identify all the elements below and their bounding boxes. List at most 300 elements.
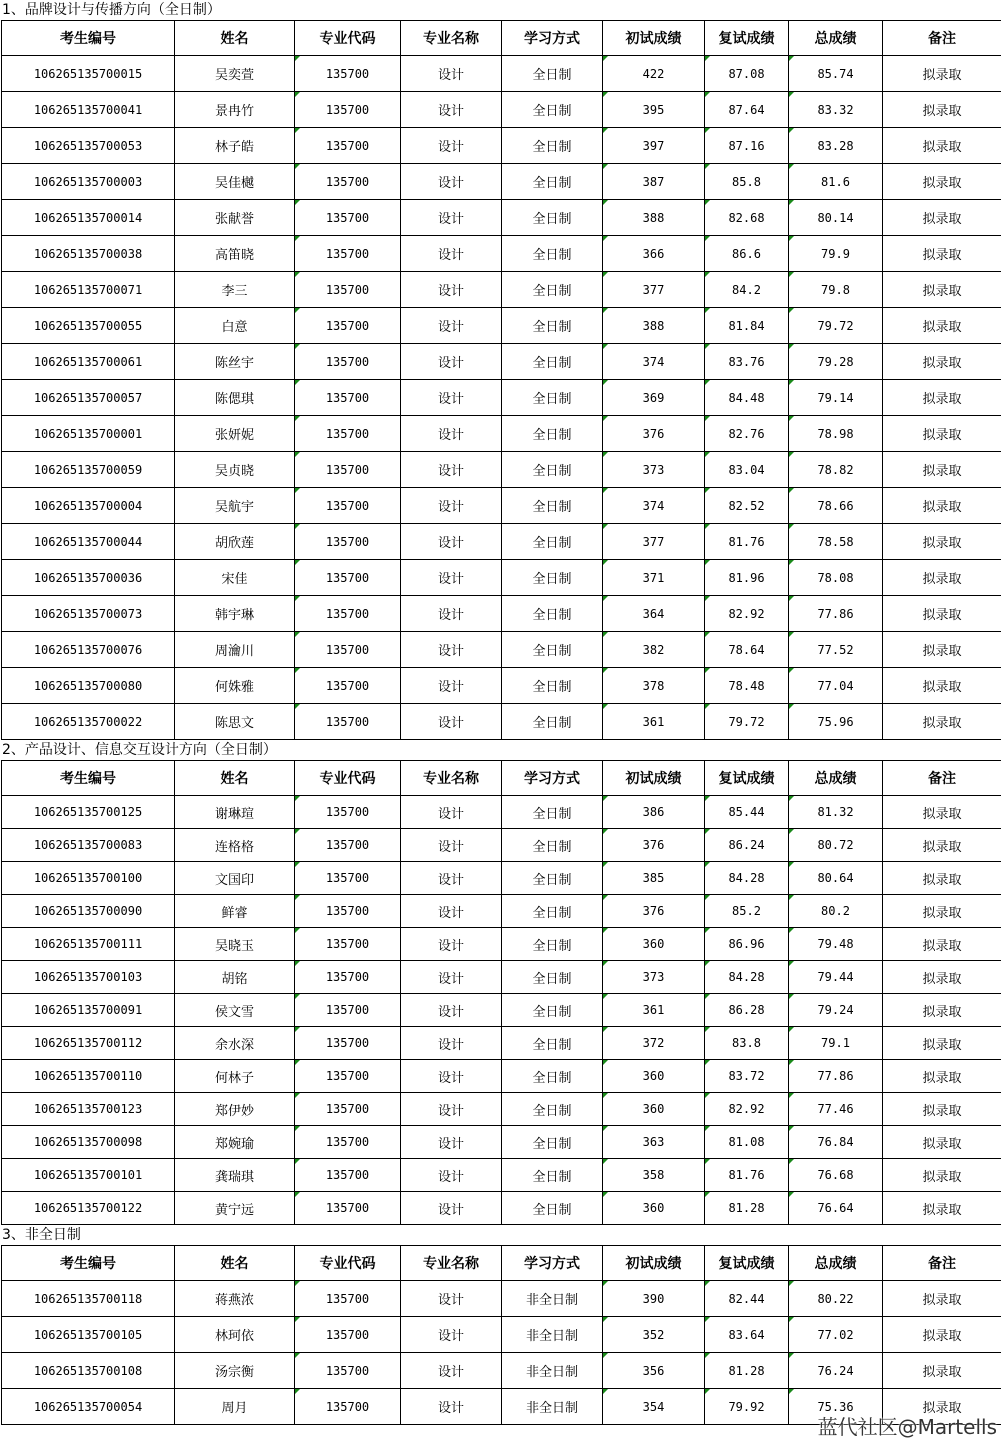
cell-retest-score: 79.72	[705, 704, 789, 740]
cell-major-name: 设计	[401, 961, 502, 994]
table-row	[2, 829, 1001, 862]
cell-study-mode: 全日制	[502, 344, 603, 380]
cell-remark: 拟录取	[883, 1192, 1001, 1225]
cell-total-score: 78.08	[789, 560, 883, 596]
cell-prelim-score: 354	[603, 1389, 705, 1425]
cell-remark: 拟录取	[883, 236, 1001, 272]
cell-total-score: 79.9	[789, 236, 883, 272]
column-header-prelim-score: 初试成绩	[603, 761, 705, 796]
cell-major-code: 135700	[295, 1093, 401, 1126]
cell-name: 何姝雅	[175, 668, 295, 704]
results-table	[1, 1245, 1001, 1425]
cell-exam-id: 106265135700053	[2, 128, 175, 164]
cell-major-name: 设计	[401, 524, 502, 560]
cell-exam-id: 106265135700076	[2, 632, 175, 668]
cell-total-score: 77.04	[789, 668, 883, 704]
cell-name: 陈偲琪	[175, 380, 295, 416]
cell-name: 韩宇琳	[175, 596, 295, 632]
cell-retest-score: 81.76	[705, 1159, 789, 1192]
cell-major-name: 设计	[401, 128, 502, 164]
cell-prelim-score: 422	[603, 56, 705, 92]
table-row	[2, 704, 1001, 740]
cell-retest-score: 81.28	[705, 1192, 789, 1225]
cell-major-code: 135700	[295, 56, 401, 92]
cell-total-score: 78.98	[789, 416, 883, 452]
cell-study-mode: 全日制	[502, 1060, 603, 1093]
cell-name: 白意	[175, 308, 295, 344]
cell-exam-id: 106265135700054	[2, 1389, 175, 1425]
cell-total-score: 83.28	[789, 128, 883, 164]
cell-prelim-score: 382	[603, 632, 705, 668]
cell-major-name: 设计	[401, 308, 502, 344]
section-title: 3、非全日制	[2, 1227, 81, 1243]
table-row	[2, 560, 1001, 596]
cell-name: 连格格	[175, 829, 295, 862]
cell-name: 谢琳瑄	[175, 796, 295, 829]
cell-retest-score: 86.6	[705, 236, 789, 272]
cell-total-score: 85.74	[789, 56, 883, 92]
cell-prelim-score: 369	[603, 380, 705, 416]
cell-exam-id: 106265135700108	[2, 1353, 175, 1389]
column-header-retest-score: 复试成绩	[705, 1246, 789, 1281]
cell-remark: 拟录取	[883, 1389, 1001, 1425]
cell-total-score: 83.32	[789, 92, 883, 128]
cell-prelim-score: 364	[603, 596, 705, 632]
cell-study-mode: 全日制	[502, 596, 603, 632]
cell-exam-id: 106265135700055	[2, 308, 175, 344]
cell-exam-id: 106265135700001	[2, 416, 175, 452]
cell-remark: 拟录取	[883, 200, 1001, 236]
cell-major-name: 设计	[401, 344, 502, 380]
cell-total-score: 80.64	[789, 862, 883, 895]
cell-name: 郑伊妙	[175, 1093, 295, 1126]
cell-remark: 拟录取	[883, 560, 1001, 596]
cell-study-mode: 全日制	[502, 200, 603, 236]
cell-major-code: 135700	[295, 596, 401, 632]
cell-remark: 拟录取	[883, 524, 1001, 560]
table-row	[2, 928, 1001, 961]
cell-retest-score: 86.24	[705, 829, 789, 862]
column-header-total-score: 总成绩	[789, 21, 883, 56]
cell-study-mode: 全日制	[502, 488, 603, 524]
cell-exam-id: 106265135700044	[2, 524, 175, 560]
table-row	[2, 1317, 1001, 1353]
cell-total-score: 75.36	[789, 1389, 883, 1425]
cell-exam-id: 106265135700061	[2, 344, 175, 380]
cell-total-score: 77.86	[789, 596, 883, 632]
cell-remark: 拟录取	[883, 796, 1001, 829]
cell-total-score: 78.66	[789, 488, 883, 524]
cell-prelim-score: 378	[603, 668, 705, 704]
cell-remark: 拟录取	[883, 92, 1001, 128]
cell-exam-id: 106265135700111	[2, 928, 175, 961]
column-header-retest-score: 复试成绩	[705, 21, 789, 56]
cell-total-score: 80.72	[789, 829, 883, 862]
column-header-name: 姓名	[175, 761, 295, 796]
column-header-major-name: 专业名称	[401, 21, 502, 56]
cell-name: 郑婉瑜	[175, 1126, 295, 1159]
cell-total-score: 76.24	[789, 1353, 883, 1389]
table-row	[2, 380, 1001, 416]
cell-major-code: 135700	[295, 164, 401, 200]
column-header-study-mode: 学习方式	[502, 761, 603, 796]
cell-prelim-score: 397	[603, 128, 705, 164]
cell-major-code: 135700	[295, 488, 401, 524]
cell-name: 汤宗衡	[175, 1353, 295, 1389]
column-header-name: 姓名	[175, 1246, 295, 1281]
cell-prelim-score: 374	[603, 344, 705, 380]
cell-study-mode: 全日制	[502, 1027, 603, 1060]
cell-major-name: 设计	[401, 1027, 502, 1060]
cell-prelim-score: 361	[603, 704, 705, 740]
cell-prelim-score: 385	[603, 862, 705, 895]
cell-name: 吴晓玉	[175, 928, 295, 961]
cell-retest-score: 83.64	[705, 1317, 789, 1353]
cell-major-name: 设计	[401, 829, 502, 862]
cell-study-mode: 全日制	[502, 928, 603, 961]
cell-prelim-score: 377	[603, 524, 705, 560]
cell-study-mode: 全日制	[502, 632, 603, 668]
table-row	[2, 200, 1001, 236]
cell-major-code: 135700	[295, 961, 401, 994]
cell-remark: 拟录取	[883, 895, 1001, 928]
cell-name: 张献誉	[175, 200, 295, 236]
table-row	[2, 1192, 1001, 1225]
cell-prelim-score: 373	[603, 452, 705, 488]
cell-major-code: 135700	[295, 524, 401, 560]
cell-major-code: 135700	[295, 1027, 401, 1060]
cell-study-mode: 全日制	[502, 524, 603, 560]
cell-major-name: 设计	[401, 1317, 502, 1353]
cell-major-name: 设计	[401, 56, 502, 92]
cell-major-code: 135700	[295, 796, 401, 829]
cell-major-name: 设计	[401, 92, 502, 128]
cell-remark: 拟录取	[883, 632, 1001, 668]
cell-retest-score: 87.64	[705, 92, 789, 128]
table-row	[2, 632, 1001, 668]
cell-total-score: 78.58	[789, 524, 883, 560]
cell-study-mode: 全日制	[502, 236, 603, 272]
cell-remark: 拟录取	[883, 56, 1001, 92]
cell-major-code: 135700	[295, 632, 401, 668]
cell-retest-score: 84.2	[705, 272, 789, 308]
cell-exam-id: 106265135700123	[2, 1093, 175, 1126]
cell-remark: 拟录取	[883, 961, 1001, 994]
results-table	[1, 760, 1001, 1225]
cell-study-mode: 非全日制	[502, 1353, 603, 1389]
cell-study-mode: 全日制	[502, 56, 603, 92]
cell-exam-id: 106265135700110	[2, 1060, 175, 1093]
cell-total-score: 78.82	[789, 452, 883, 488]
cell-study-mode: 全日制	[502, 668, 603, 704]
cell-study-mode: 全日制	[502, 416, 603, 452]
cell-exam-id: 106265135700003	[2, 164, 175, 200]
cell-major-code: 135700	[295, 344, 401, 380]
table-row	[2, 1027, 1001, 1060]
cell-major-name: 设计	[401, 994, 502, 1027]
cell-study-mode: 全日制	[502, 272, 603, 308]
cell-name: 侯文雪	[175, 994, 295, 1027]
table-row	[2, 416, 1001, 452]
cell-total-score: 81.6	[789, 164, 883, 200]
column-header-retest-score: 复试成绩	[705, 761, 789, 796]
cell-exam-id: 106265135700057	[2, 380, 175, 416]
cell-prelim-score: 360	[603, 928, 705, 961]
cell-prelim-score: 356	[603, 1353, 705, 1389]
cell-total-score: 79.28	[789, 344, 883, 380]
table-row	[2, 862, 1001, 895]
cell-name: 陈丝宇	[175, 344, 295, 380]
column-header-remark: 备注	[883, 761, 1001, 796]
cell-major-code: 135700	[295, 1060, 401, 1093]
cell-name: 吴佳樾	[175, 164, 295, 200]
column-header-name: 姓名	[175, 21, 295, 56]
cell-total-score: 76.84	[789, 1126, 883, 1159]
results-table	[1, 20, 1001, 740]
cell-remark: 拟录取	[883, 668, 1001, 704]
cell-major-name: 设计	[401, 380, 502, 416]
cell-major-code: 135700	[295, 1389, 401, 1425]
cell-major-name: 设计	[401, 1353, 502, 1389]
cell-total-score: 77.86	[789, 1060, 883, 1093]
table-row	[2, 961, 1001, 994]
cell-name: 吴贞晓	[175, 452, 295, 488]
watermark: 蓝代社区@Martells	[817, 1415, 997, 1439]
table-row	[2, 344, 1001, 380]
cell-study-mode: 全日制	[502, 1093, 603, 1126]
cell-total-score: 77.02	[789, 1317, 883, 1353]
cell-remark: 拟录取	[883, 380, 1001, 416]
cell-retest-score: 85.8	[705, 164, 789, 200]
cell-retest-score: 83.76	[705, 344, 789, 380]
cell-retest-score: 81.84	[705, 308, 789, 344]
cell-exam-id: 106265135700022	[2, 704, 175, 740]
cell-retest-score: 82.68	[705, 200, 789, 236]
cell-remark: 拟录取	[883, 1159, 1001, 1192]
column-header-prelim-score: 初试成绩	[603, 21, 705, 56]
cell-exam-id: 106265135700059	[2, 452, 175, 488]
cell-exam-id: 106265135700073	[2, 596, 175, 632]
cell-total-score: 80.14	[789, 200, 883, 236]
cell-study-mode: 全日制	[502, 128, 603, 164]
table-row	[2, 236, 1001, 272]
cell-major-name: 设计	[401, 668, 502, 704]
cell-major-code: 135700	[295, 829, 401, 862]
cell-name: 胡铭	[175, 961, 295, 994]
cell-total-score: 79.44	[789, 961, 883, 994]
cell-remark: 拟录取	[883, 344, 1001, 380]
cell-major-code: 135700	[295, 200, 401, 236]
cell-major-name: 设计	[401, 1192, 502, 1225]
cell-exam-id: 106265135700080	[2, 668, 175, 704]
cell-major-code: 135700	[295, 452, 401, 488]
cell-total-score: 77.46	[789, 1093, 883, 1126]
cell-name: 景冉竹	[175, 92, 295, 128]
table-row	[2, 668, 1001, 704]
table-row	[2, 488, 1001, 524]
cell-major-code: 135700	[295, 272, 401, 308]
cell-prelim-score: 376	[603, 416, 705, 452]
cell-name: 林珂依	[175, 1317, 295, 1353]
cell-prelim-score: 361	[603, 994, 705, 1027]
cell-total-score: 79.72	[789, 308, 883, 344]
cell-total-score: 79.8	[789, 272, 883, 308]
cell-major-name: 设计	[401, 1060, 502, 1093]
column-header-major-code: 专业代码	[295, 761, 401, 796]
cell-retest-score: 85.2	[705, 895, 789, 928]
table-row	[2, 92, 1001, 128]
cell-prelim-score: 352	[603, 1317, 705, 1353]
cell-name: 高笛晓	[175, 236, 295, 272]
cell-remark: 拟录取	[883, 862, 1001, 895]
table-row	[2, 895, 1001, 928]
cell-remark: 拟录取	[883, 308, 1001, 344]
cell-prelim-score: 373	[603, 961, 705, 994]
cell-name: 文国印	[175, 862, 295, 895]
cell-study-mode: 非全日制	[502, 1389, 603, 1425]
cell-retest-score: 86.28	[705, 994, 789, 1027]
cell-prelim-score: 395	[603, 92, 705, 128]
cell-exam-id: 106265135700125	[2, 796, 175, 829]
cell-remark: 拟录取	[883, 1317, 1001, 1353]
cell-major-code: 135700	[295, 1159, 401, 1192]
section-title: 1、品牌设计与传播方向（全日制）	[2, 2, 221, 18]
cell-exam-id: 106265135700103	[2, 961, 175, 994]
cell-total-score: 76.64	[789, 1192, 883, 1225]
cell-exam-id: 106265135700098	[2, 1126, 175, 1159]
cell-major-code: 135700	[295, 236, 401, 272]
table-row	[2, 796, 1001, 829]
column-header-total-score: 总成绩	[789, 761, 883, 796]
cell-name: 吴航宇	[175, 488, 295, 524]
cell-retest-score: 82.92	[705, 1093, 789, 1126]
cell-major-code: 135700	[295, 668, 401, 704]
cell-prelim-score: 376	[603, 895, 705, 928]
cell-remark: 拟录取	[883, 1281, 1001, 1317]
cell-prelim-score: 358	[603, 1159, 705, 1192]
cell-prelim-score: 360	[603, 1060, 705, 1093]
cell-study-mode: 全日制	[502, 961, 603, 994]
cell-total-score: 77.52	[789, 632, 883, 668]
cell-study-mode: 全日制	[502, 380, 603, 416]
cell-major-name: 设计	[401, 1389, 502, 1425]
cell-total-score: 80.22	[789, 1281, 883, 1317]
cell-major-code: 135700	[295, 92, 401, 128]
column-header-study-mode: 学习方式	[502, 21, 603, 56]
cell-major-name: 设计	[401, 164, 502, 200]
cell-name: 周月	[175, 1389, 295, 1425]
cell-study-mode: 全日制	[502, 560, 603, 596]
cell-study-mode: 全日制	[502, 164, 603, 200]
cell-exam-id: 106265135700100	[2, 862, 175, 895]
cell-retest-score: 82.76	[705, 416, 789, 452]
cell-major-code: 135700	[295, 704, 401, 740]
cell-major-name: 设计	[401, 862, 502, 895]
cell-retest-score: 83.8	[705, 1027, 789, 1060]
cell-prelim-score: 388	[603, 200, 705, 236]
section-title: 2、产品设计、信息交互设计方向（全日制）	[2, 742, 277, 758]
cell-name: 鲜睿	[175, 895, 295, 928]
cell-prelim-score: 371	[603, 560, 705, 596]
cell-major-name: 设计	[401, 272, 502, 308]
column-header-exam-id: 考生编号	[2, 761, 175, 796]
cell-study-mode: 全日制	[502, 1126, 603, 1159]
cell-exam-id: 106265135700090	[2, 895, 175, 928]
column-header-prelim-score: 初试成绩	[603, 1246, 705, 1281]
cell-prelim-score: 363	[603, 1126, 705, 1159]
cell-total-score: 79.24	[789, 994, 883, 1027]
column-header-major-name: 专业名称	[401, 761, 502, 796]
cell-retest-score: 87.16	[705, 128, 789, 164]
cell-retest-score: 81.76	[705, 524, 789, 560]
cell-major-code: 135700	[295, 928, 401, 961]
cell-exam-id: 106265135700041	[2, 92, 175, 128]
cell-major-name: 设计	[401, 704, 502, 740]
cell-name: 李三	[175, 272, 295, 308]
table-row	[2, 272, 1001, 308]
cell-remark: 拟录取	[883, 128, 1001, 164]
cell-major-code: 135700	[295, 895, 401, 928]
cell-retest-score: 85.44	[705, 796, 789, 829]
cell-prelim-score: 374	[603, 488, 705, 524]
cell-retest-score: 84.28	[705, 862, 789, 895]
table-row	[2, 1093, 1001, 1126]
table-row	[2, 308, 1001, 344]
table-row	[2, 994, 1001, 1027]
cell-remark: 拟录取	[883, 164, 1001, 200]
cell-exam-id: 106265135700105	[2, 1317, 175, 1353]
cell-exam-id: 106265135700004	[2, 488, 175, 524]
cell-remark: 拟录取	[883, 1093, 1001, 1126]
cell-prelim-score: 387	[603, 164, 705, 200]
cell-name: 吴奕萱	[175, 56, 295, 92]
cell-retest-score: 82.92	[705, 596, 789, 632]
cell-study-mode: 全日制	[502, 895, 603, 928]
cell-major-name: 设计	[401, 488, 502, 524]
table-row	[2, 1281, 1001, 1317]
cell-major-name: 设计	[401, 236, 502, 272]
cell-retest-score: 84.48	[705, 380, 789, 416]
cell-name: 宋佳	[175, 560, 295, 596]
cell-exam-id: 106265135700112	[2, 1027, 175, 1060]
cell-major-name: 设计	[401, 200, 502, 236]
cell-retest-score: 78.64	[705, 632, 789, 668]
cell-major-code: 135700	[295, 128, 401, 164]
cell-major-code: 135700	[295, 1126, 401, 1159]
cell-remark: 拟录取	[883, 704, 1001, 740]
column-header-study-mode: 学习方式	[502, 1246, 603, 1281]
table-header-row	[2, 761, 1001, 796]
cell-major-name: 设计	[401, 895, 502, 928]
cell-major-name: 设计	[401, 632, 502, 668]
cell-retest-score: 86.96	[705, 928, 789, 961]
cell-major-name: 设计	[401, 560, 502, 596]
cell-major-code: 135700	[295, 308, 401, 344]
table-row	[2, 596, 1001, 632]
cell-name: 黄宁远	[175, 1192, 295, 1225]
cell-total-score: 80.2	[789, 895, 883, 928]
cell-study-mode: 非全日制	[502, 1281, 603, 1317]
cell-major-name: 设计	[401, 928, 502, 961]
table-row	[2, 1126, 1001, 1159]
cell-exam-id: 106265135700071	[2, 272, 175, 308]
cell-major-code: 135700	[295, 1353, 401, 1389]
cell-name: 何林子	[175, 1060, 295, 1093]
cell-name: 龚瑞琪	[175, 1159, 295, 1192]
section-3	[0, 1225, 1001, 1425]
cell-study-mode: 全日制	[502, 452, 603, 488]
cell-remark: 拟录取	[883, 1027, 1001, 1060]
